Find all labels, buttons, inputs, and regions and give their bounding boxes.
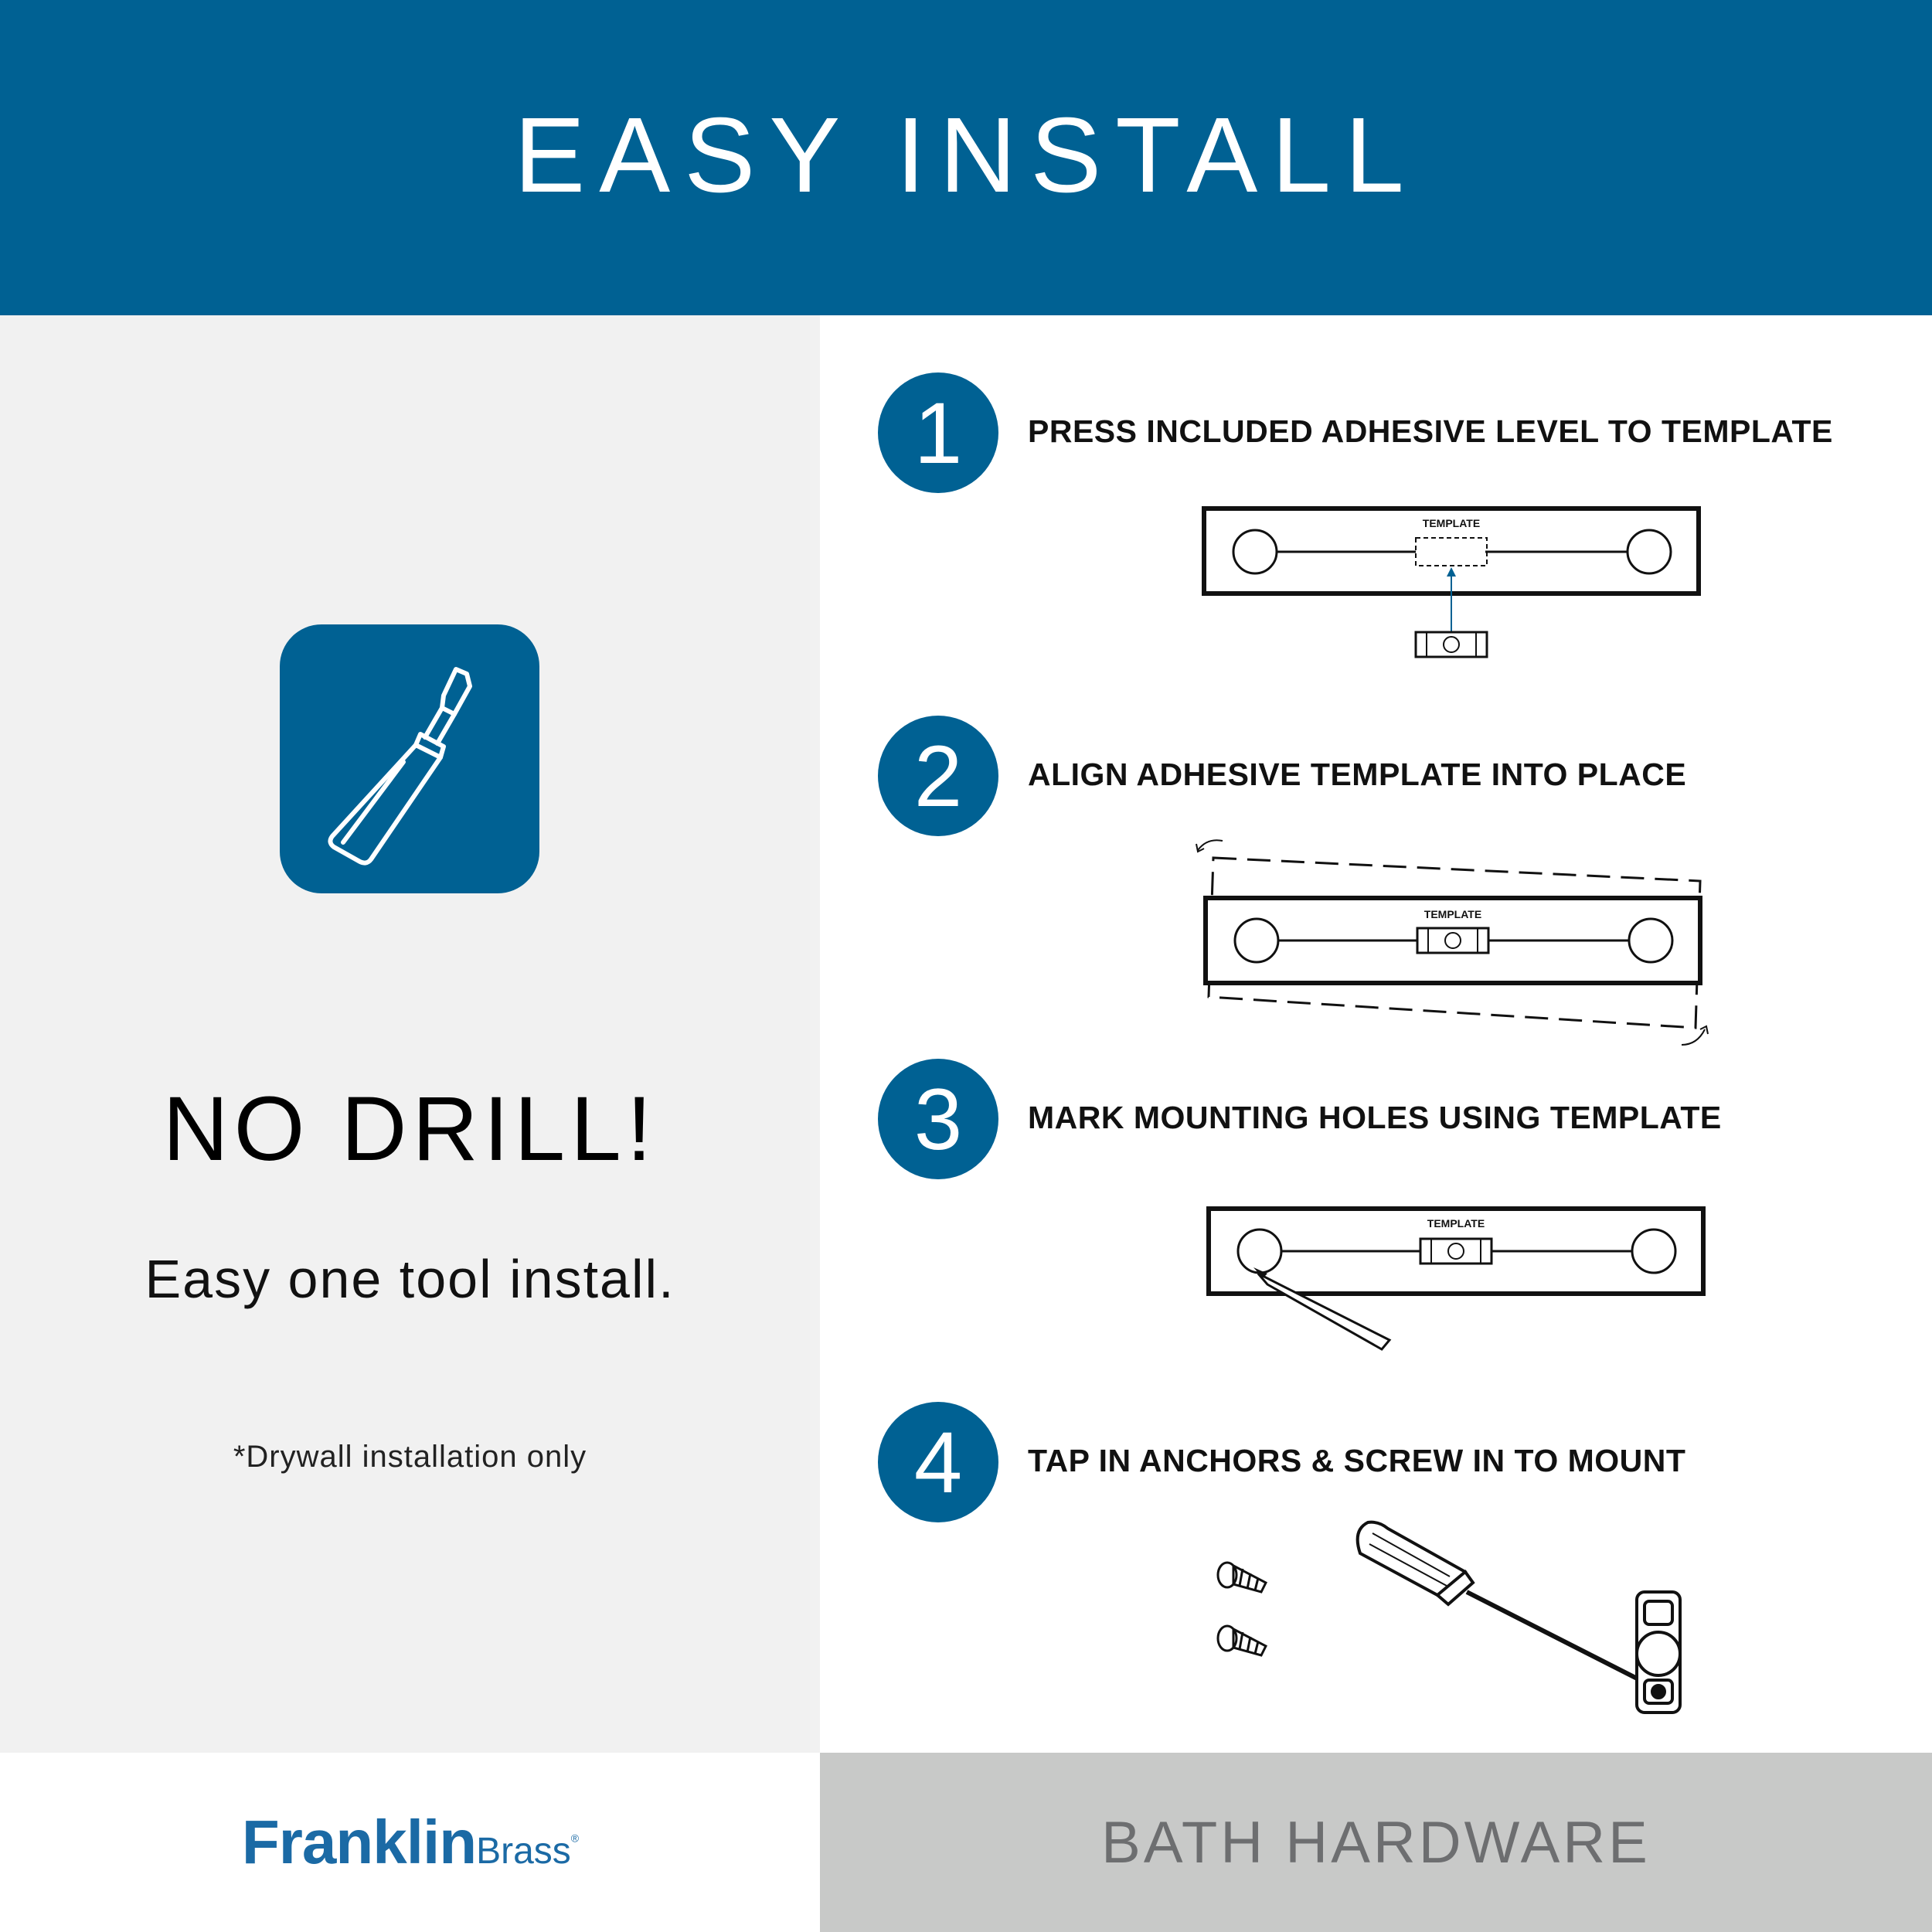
left-panel — [0, 315, 820, 1753]
step-3-template-label: TEMPLATE — [1427, 1217, 1485, 1230]
subtitle: Easy one tool install. — [145, 1249, 675, 1309]
brand-registered-mark: ® — [570, 1832, 579, 1845]
mounting-bracket-icon — [1637, 1592, 1680, 1713]
pencil-icon — [1253, 1267, 1389, 1349]
step-4-illustration — [1206, 1515, 1708, 1723]
step-4-text: TAP IN ANCHORS & SCREW IN TO MOUNT — [1028, 1443, 1686, 1478]
brand-name-light: Brass — [476, 1831, 571, 1872]
screwdriver-icon — [1358, 1522, 1652, 1686]
step-2-illustration — [1190, 827, 1716, 1059]
step-2-text: ALIGN ADHESIVE TEMPLATE INTO PLACE — [1028, 757, 1687, 792]
step-3-number: 3 — [878, 1059, 998, 1179]
brand-logo — [242, 1807, 578, 1878]
step-3-illustration — [1202, 1202, 1713, 1357]
page-title: EASY INSTALL — [514, 95, 1418, 215]
step-1-number: 1 — [878, 372, 998, 493]
step-3-text: MARK MOUNTING HOLES USING TEMPLATE — [1028, 1100, 1722, 1135]
anchor-icon — [1218, 1626, 1266, 1655]
category-label: BATH HARDWARE — [1101, 1809, 1651, 1876]
brand-name-bold: Franklin — [241, 1808, 477, 1876]
footnote: *Drywall installation only — [233, 1440, 587, 1474]
footer-category-area — [820, 1753, 1932, 1932]
step-4-number: 4 — [878, 1402, 998, 1522]
step-1-illustration — [1198, 502, 1708, 665]
screwdriver-icon — [280, 624, 539, 893]
step-1-template-label: TEMPLATE — [1422, 517, 1481, 529]
tool-badge — [280, 624, 539, 893]
anchor-icon — [1218, 1563, 1266, 1592]
no-drill-headline: NO DRILL! — [162, 1078, 658, 1180]
step-2-template-label: TEMPLATE — [1423, 908, 1482, 920]
footer-brand-area — [0, 1753, 820, 1932]
step-1-text: PRESS INCLUDED ADHESIVE LEVEL TO TEMPLATE — [1028, 413, 1833, 449]
header-banner — [0, 0, 1932, 315]
step-2-number: 2 — [878, 716, 998, 836]
